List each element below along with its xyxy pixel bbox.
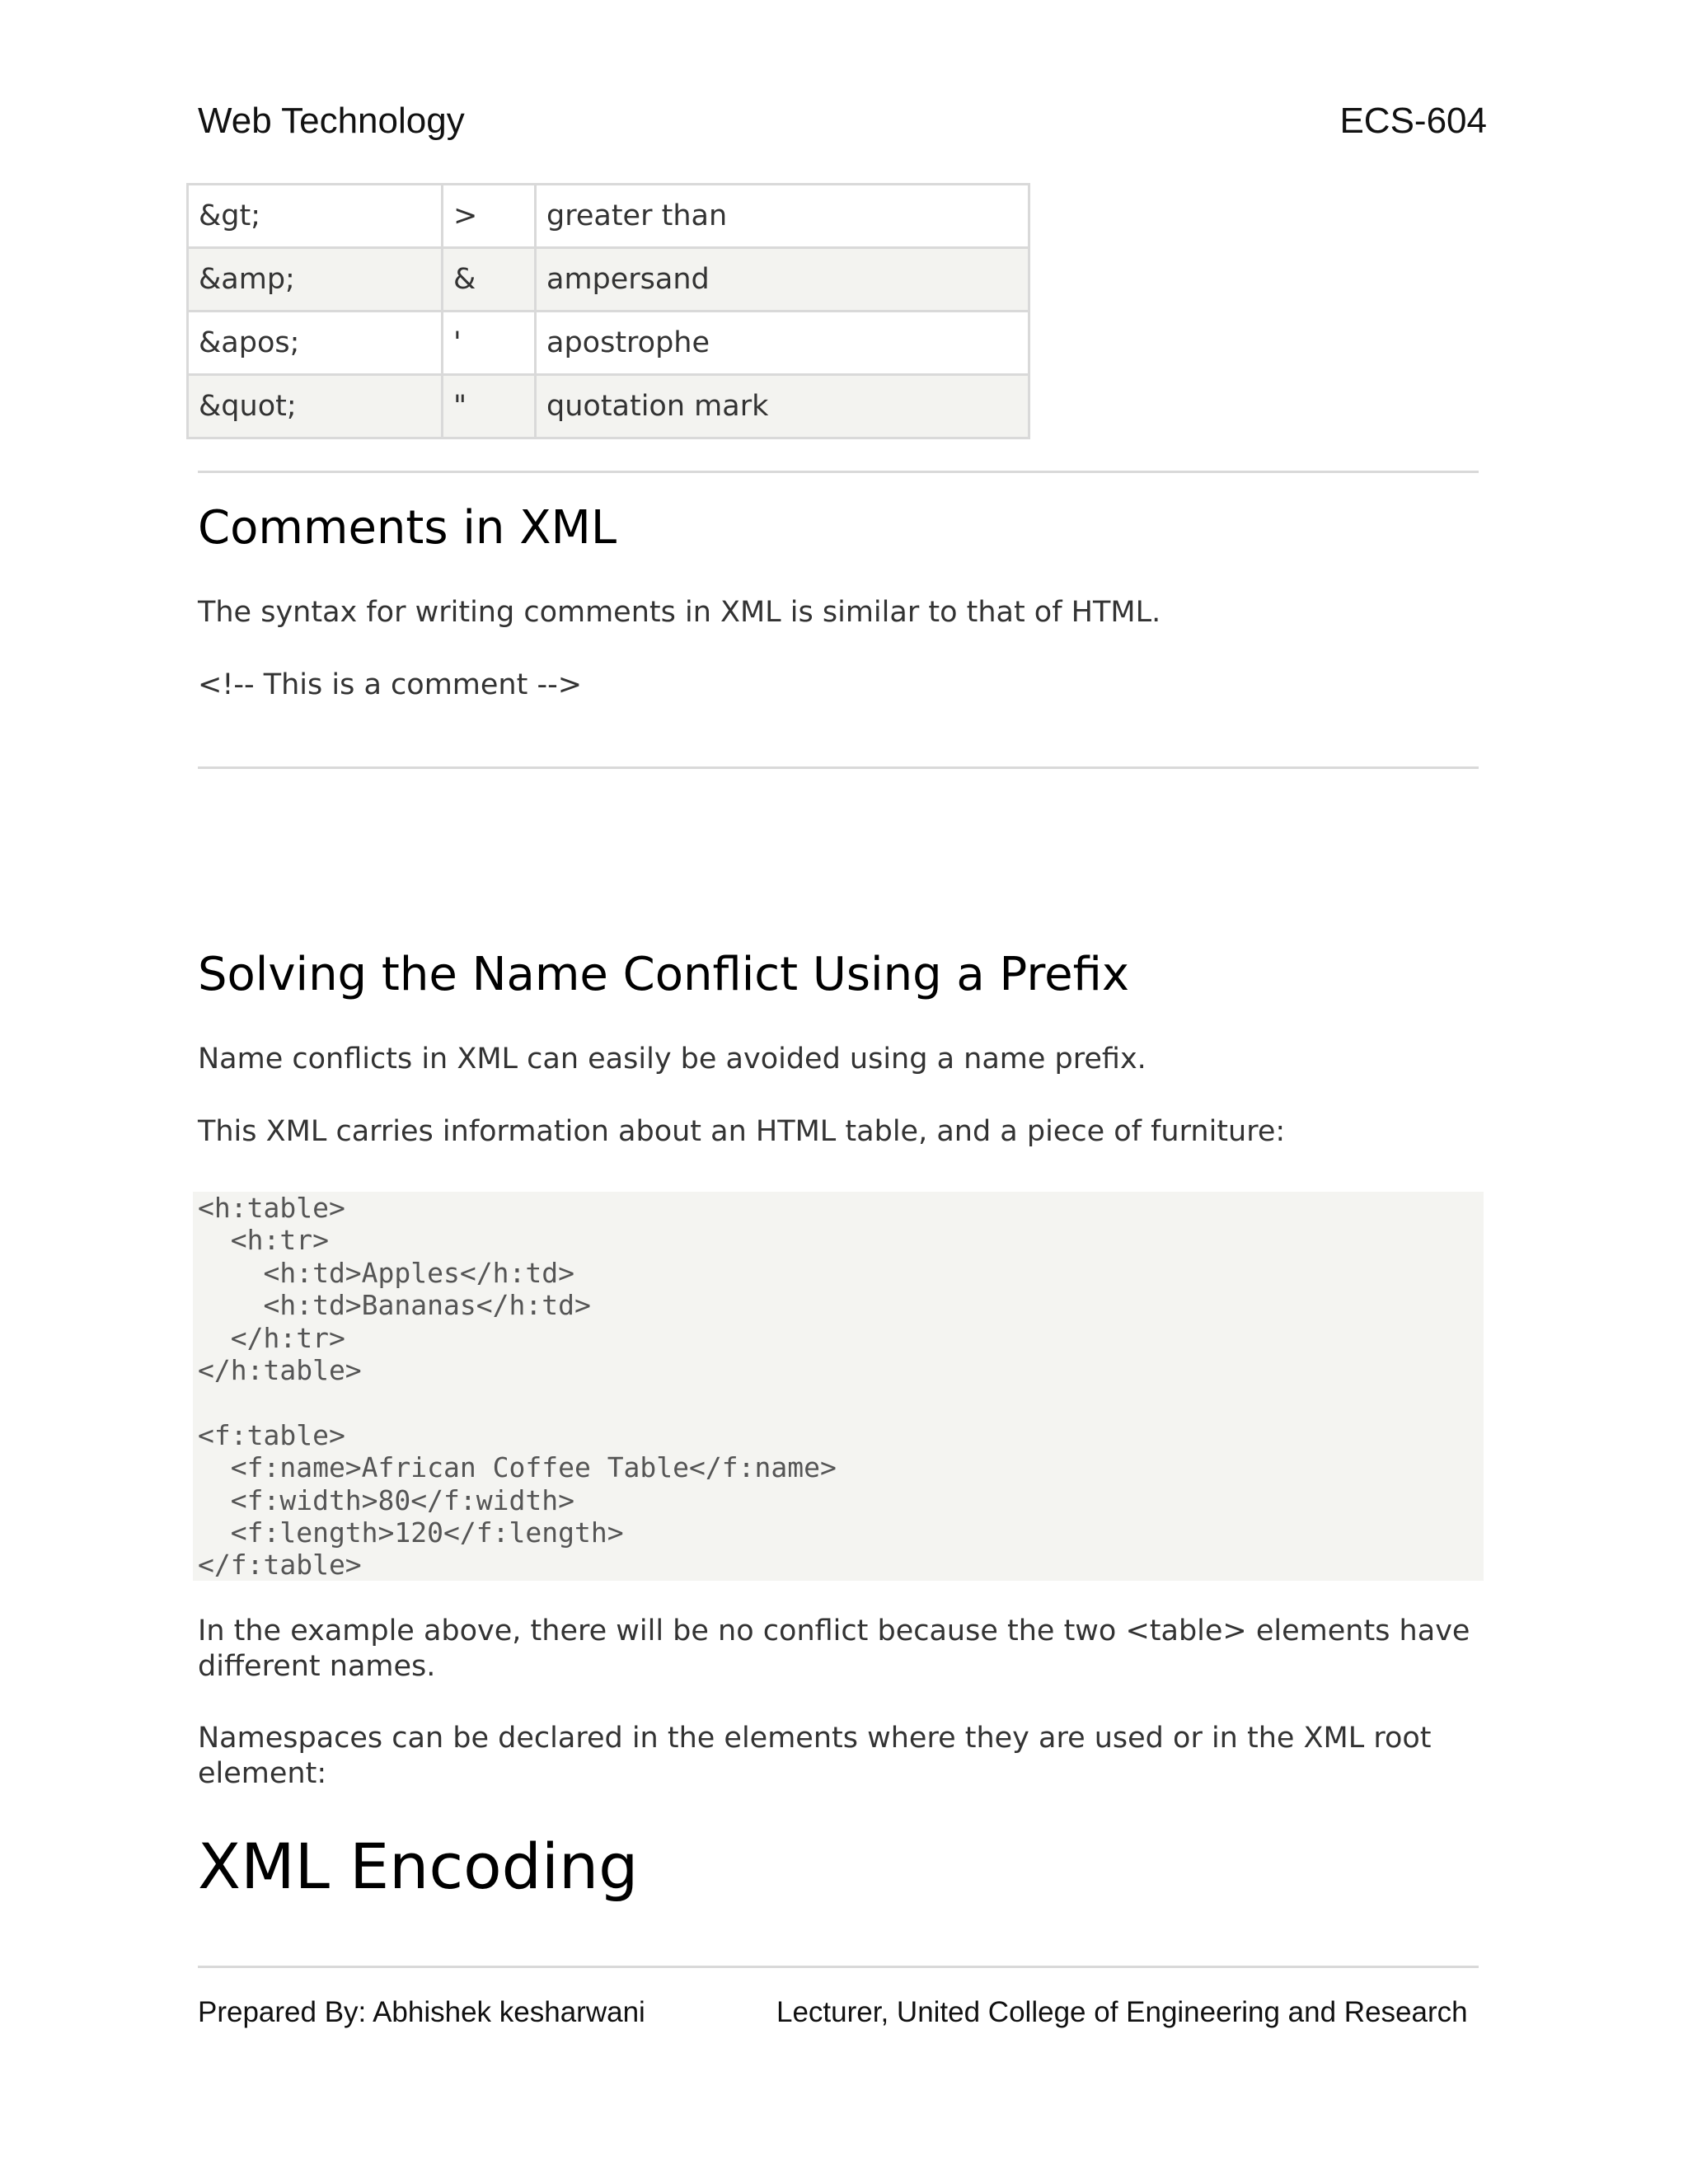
entity-character-cell: & [443,248,536,312]
section-divider [198,471,1479,473]
code-line: </h:table> [198,1354,362,1387]
entity-description-cell: ampersand [536,248,1029,312]
entity-character-cell: ' [443,312,536,375]
comment-example: <!-- This is a comment --> [198,668,583,701]
entity-description-cell: greater than [536,185,1029,248]
entity-reference-table [186,183,1030,439]
code-line: <h:table> [198,1192,345,1224]
code-line [198,1386,1484,1418]
prefix-paragraph-1: Name conflicts in XML can easily be avoided using a name prefix. [198,1043,1146,1076]
footer-author: Prepared By: Abhishek kesharwani [198,1996,645,2028]
entity-reference-cell: &quot; [188,375,443,438]
entity-table-row [188,248,1029,312]
entity-reference-cell: &gt; [188,185,443,248]
entity-description-cell: quotation mark [536,375,1029,438]
code-line: <h:td>Apples</h:td> [198,1256,574,1289]
prefix-paragraph-2: This XML carries information about an HTML table, and a piece of furniture: [198,1115,1286,1148]
code-line: <f:width>80</f:width> [198,1483,574,1516]
code-line: </f:table> [198,1549,362,1582]
code-example-block [193,1192,1484,1581]
comments-heading: Comments in XML [198,501,617,555]
entity-table-row [188,375,1029,438]
header-course-code: ECS-604 [1339,101,1487,141]
code-line: <h:tr> [198,1224,329,1257]
entity-table-row [188,312,1029,375]
comments-paragraph: The syntax for writing comments in XML is similar to that of HTML. [198,596,1161,629]
entity-table-row [188,185,1029,248]
entity-description-cell: apostrophe [536,312,1029,375]
footer-divider [198,1966,1479,1968]
code-line: <f:name>African Coffee Table</f:name> [198,1451,837,1484]
prefix-paragraph-3: In the example above, there will be no conflict because the two <table> elements have different names. [198,1615,1470,1683]
code-line: <f:length>120</f:length> [198,1516,624,1549]
prefix-heading: Solving the Name Conflict Using a Prefix [198,948,1129,1001]
code-line: <h:td>Bananas</h:td> [198,1289,591,1322]
footer-affiliation: Lecturer, United College of Engineering and Research [776,1996,1468,2028]
entity-character-cell: " [443,375,536,438]
code-example-text [193,1192,1484,1582]
prefix-paragraph-4: Namespaces can be declared in the elements where they are used or in the XML root element: [198,1722,1432,1790]
entity-table-body [188,185,1029,438]
encoding-heading: XML Encoding [198,1830,639,1903]
entity-reference-cell: &apos; [188,312,443,375]
code-line: <f:table> [198,1418,345,1451]
entity-reference-cell: &amp; [188,248,443,312]
section-divider [198,766,1479,769]
header-course-title: Web Technology [198,101,465,141]
entity-character-cell: > [443,185,536,248]
code-line: </h:tr> [198,1321,345,1354]
